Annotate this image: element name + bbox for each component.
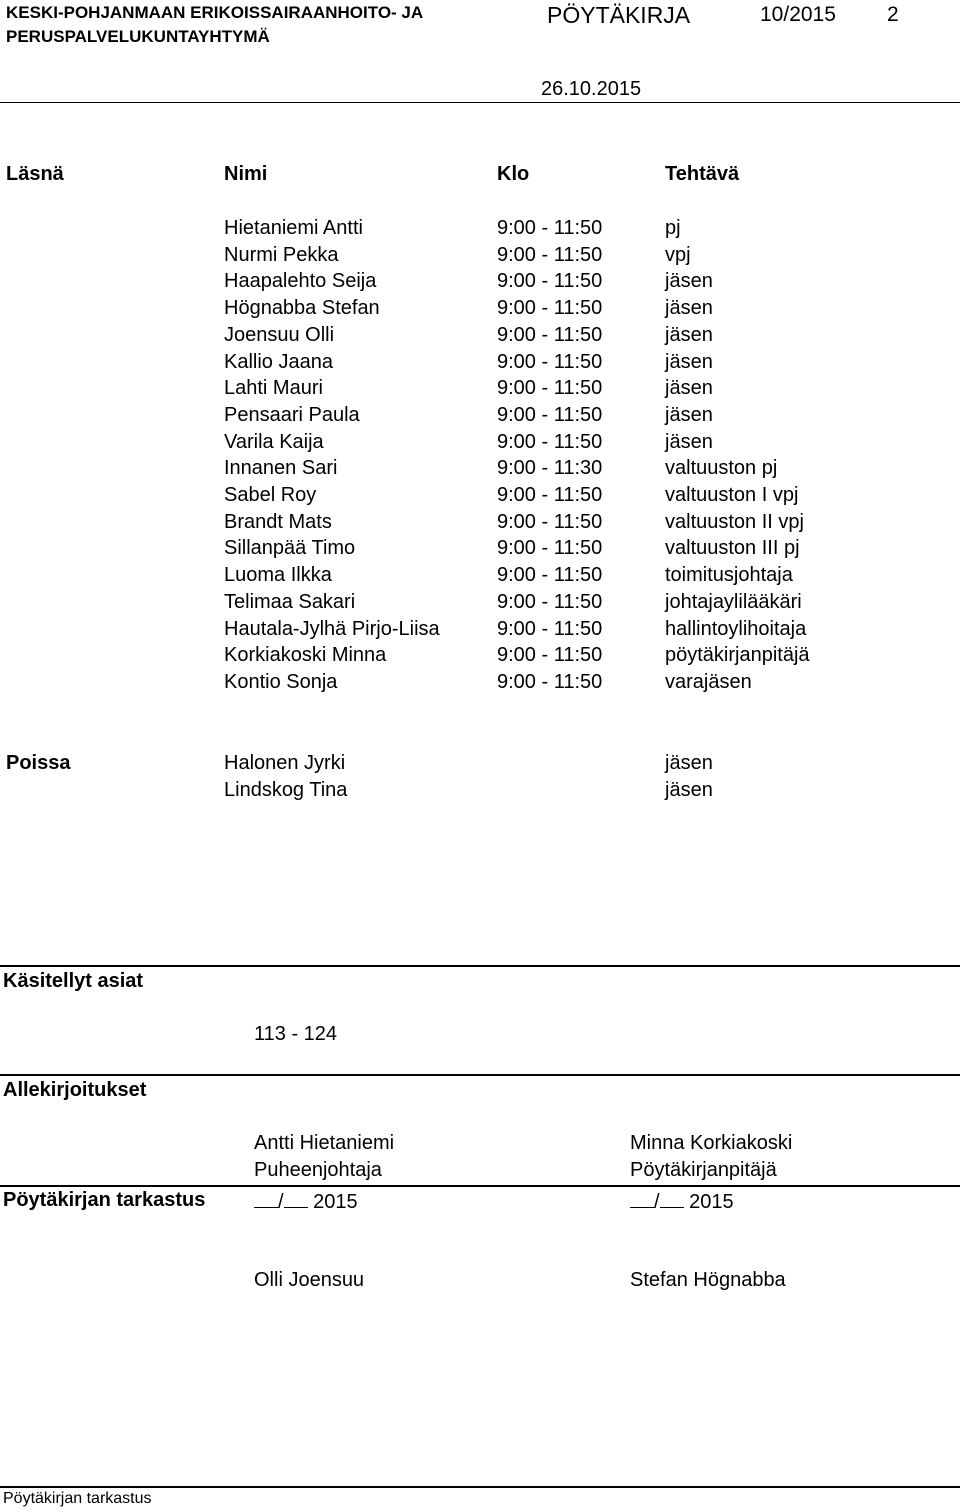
attendee-role: valtuuston III pj [665,537,800,560]
date-separator: / [278,1191,284,1213]
signatures-label: Allekirjoitukset [3,1079,147,1101]
attendee-time: 9:00 - 11:50 [497,243,603,266]
chair-title: Puheenjohtaja [254,1159,382,1181]
matters-rule [0,965,960,967]
attendee-row [0,351,960,377]
attendee-name: Brandt Mats [224,510,332,533]
attendee-row [0,297,960,323]
attendee-name: Joensuu Olli [224,323,335,346]
header-rule [0,102,960,103]
attendee-name: Telimaa Sakari [224,590,356,613]
attendee-time: 9:00 - 11:50 [497,217,603,239]
attendee-time: 9:00 - 11:50 [497,484,603,506]
reviewer-right-name: Stefan Högnabba [630,1269,786,1291]
attendee-role: jäsen [665,430,713,453]
column-header-role: Tehtävä [665,163,740,185]
absent-name: Lindskog Tina [224,779,348,801]
review-label: Pöytäkirjan tarkastus [3,1189,206,1211]
attendee-row [0,644,960,670]
day-blank [630,1189,654,1208]
attendee-time: 9:00 - 11:50 [497,377,603,400]
page-number: 2 [887,3,899,26]
footer-rule [0,1486,960,1488]
attendee-role: johtajaylilääkäri [665,590,802,613]
attendee-role: jäsen [665,377,713,400]
meeting-date: 26.10.2015 [541,78,642,100]
attendee-name: Sillanpää Timo [224,537,356,560]
attendee-row [0,537,960,563]
attendee-role: jäsen [665,297,713,320]
attendee-time: 9:00 - 11:50 [497,537,603,560]
attendee-row [0,217,960,243]
footer-text: Pöytäkirjan tarkastus [3,1490,152,1507]
day-blank [254,1189,278,1208]
attendee-role: jäsen [665,350,713,373]
attendee-name: Kontio Sonja [224,670,338,693]
attendee-row [0,564,960,590]
attendee-row [0,324,960,350]
attendee-name: Haapalehto Seija [224,270,377,293]
attendee-role: jäsen [665,323,713,346]
attendee-row [0,591,960,617]
attendee-name: Lahti Mauri [224,377,323,400]
attendee-time: 9:00 - 11:50 [497,510,603,533]
attendee-name: Innanen Sari [224,457,338,480]
attendee-name: Hietaniemi Antti [224,217,363,239]
reviewer-left-name: Olli Joensuu [254,1269,365,1291]
attendee-name: Varila Kaija [224,430,324,453]
attendee-time: 9:00 - 11:50 [497,270,603,293]
review-date-right [630,1189,734,1214]
column-header-time: Klo [497,163,530,185]
chair-name: Antti Hietaniemi [254,1132,395,1154]
attendee-role: valtuuston II vpj [665,510,804,533]
attendee-row [0,618,960,644]
attendee-time: 9:00 - 11:50 [497,350,603,373]
attendee-role: toimitusjohtaja [665,564,793,587]
attendee-role: jäsen [665,270,713,293]
attendee-time: 9:00 - 11:50 [497,403,603,426]
absent-row [0,752,960,778]
attendee-time: 9:00 - 11:50 [497,617,603,640]
column-header-name: Nimi [224,163,268,185]
review-year-right: 2015 [689,1191,734,1213]
attendee-role: valtuuston I vpj [665,484,799,506]
attendee-row [0,404,960,430]
attendee-name: Högnabba Stefan [224,297,380,320]
attendee-role: hallintoylihoitaja [665,617,807,640]
secretary-title: Pöytäkirjanpitäjä [630,1159,777,1181]
date-separator: / [654,1191,660,1213]
present-label: Läsnä [6,163,64,185]
review-year-left: 2015 [313,1191,358,1213]
signatures-rule [0,1074,960,1076]
absent-label: Poissa [6,752,71,774]
document-number: 10/2015 [760,3,836,26]
absent-name: Halonen Jyrki [224,752,346,774]
absent-role: jäsen [665,779,713,801]
attendee-time: 9:00 - 11:50 [497,297,603,320]
attendee-row [0,244,960,270]
attendee-role: vpj [665,243,691,266]
attendee-name: Luoma Ilkka [224,564,332,587]
secretary-name: Minna Korkiakoski [630,1132,793,1154]
organization-name-line1: KESKI-POHJANMAAN ERIKOISSAIRAANHOITO- JA [6,3,424,22]
attendee-row [0,671,960,697]
attendee-name: Sabel Roy [224,484,317,506]
attendee-row [0,511,960,537]
attendee-time: 9:00 - 11:50 [497,670,603,693]
absent-role: jäsen [665,752,713,774]
attendee-name: Pensaari Paula [224,403,360,426]
attendee-name: Hautala-Jylhä Pirjo-Liisa [224,617,440,640]
attendee-name: Korkiakoski Minna [224,644,387,667]
attendee-role: pj [665,217,681,239]
attendee-row [0,484,960,510]
attendee-role: pöytäkirjanpitäjä [665,644,810,667]
attendee-time: 9:00 - 11:50 [497,564,603,587]
review-date-left [254,1189,358,1214]
attendee-time: 9:00 - 11:30 [497,457,603,480]
attendee-name: Nurmi Pekka [224,243,339,266]
attendee-name: Kallio Jaana [224,350,333,373]
attendee-time: 9:00 - 11:50 [497,323,603,346]
attendee-role: jäsen [665,403,713,426]
organization-name-line2: PERUSPALVELUKUNTAYHTYMÄ [6,27,270,46]
month-blank [660,1189,684,1208]
month-blank [284,1189,308,1208]
attendee-role: varajäsen [665,670,752,693]
attendee-row [0,270,960,296]
attendee-time: 9:00 - 11:50 [497,644,603,667]
attendee-row [0,431,960,457]
attendee-row [0,457,960,483]
matters-label: Käsitellyt asiat [3,970,144,992]
attendee-time: 9:00 - 11:50 [497,590,603,613]
attendee-row [0,377,960,403]
matters-range: 113 - 124 [254,1023,338,1045]
absent-row [0,779,960,805]
attendee-time: 9:00 - 11:50 [497,430,603,453]
attendee-role: valtuuston pj [665,457,778,480]
review-rule [0,1185,960,1187]
document-type: PÖYTÄKIRJA [547,2,691,28]
